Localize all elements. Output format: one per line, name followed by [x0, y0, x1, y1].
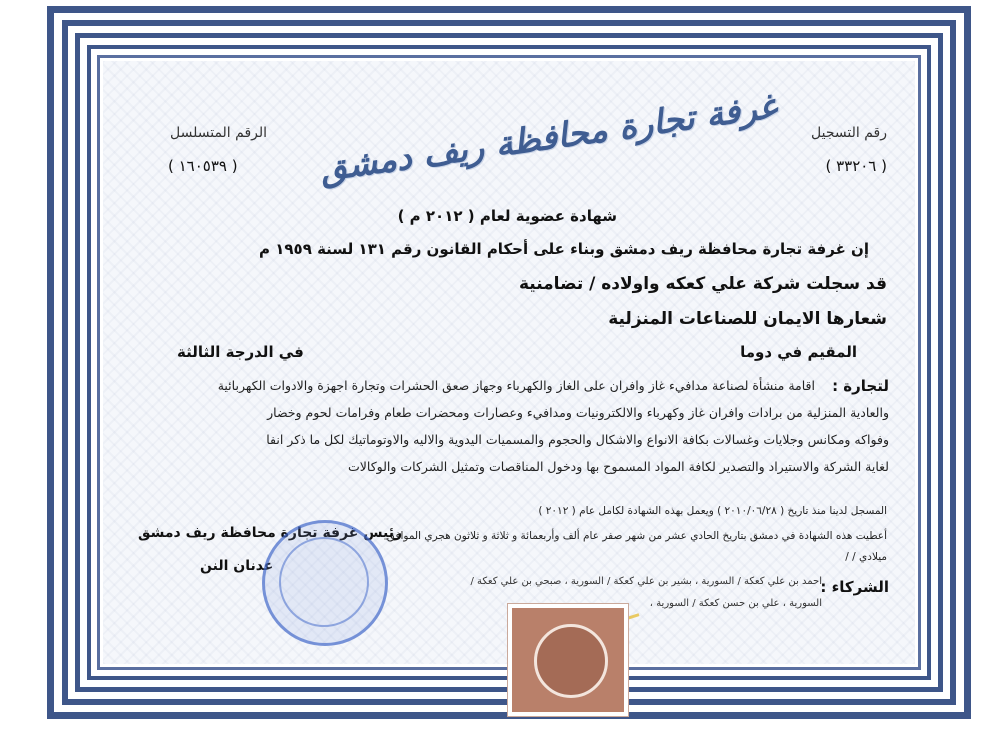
intro-line: إن غرفة تجارة محافظة ريف دمشق وبناء على أحكام القانون رقم ١٣١ لسنة ١٩٥٩ م — [259, 240, 869, 258]
signatory-name: عدنان النن — [200, 558, 274, 574]
membership-year: شهادة عضوية لعام ( ٢٠١٢ م ) — [397, 207, 617, 225]
official-seal-icon — [262, 520, 388, 646]
issue-line: أعطيت هذه الشهادة في دمشق بتاريخ الحادي عشر من شهر صفر عام ألف وأربعمائة و ثلاثة و ثلاثون هجري الموافق — [386, 530, 887, 542]
revenue-stamp-icon — [512, 608, 624, 712]
serial-number: ( ١٦٠٥٣٩ ) — [168, 157, 238, 175]
trade-line: لغاية الشركة والاستيراد والتصدير لكافة المواد المسموح بها ودخول المناقصات وتمثيل الشركات والوكالات — [347, 459, 889, 474]
registration-label: رقم التسجيل — [811, 125, 887, 141]
trade-label: لتجارة : — [832, 377, 889, 395]
partners-label: الشركاء : — [820, 578, 889, 596]
partners-list: احمد بن علي كعكة / السورية ، بشير بن علي كعكة / السورية ، صبحي بن علي كعكة / — [470, 576, 822, 587]
partners-list: السورية ، علي بن حسن كعكة / السورية ، — [649, 598, 822, 609]
residence: المقيم في دوما — [740, 343, 857, 361]
trade-line: وفواكه ومكانس وجلايات وغسالات بكافة الانواع والاشكال والحجوم والمسميات اليدوية والاليه والاوتوماتيك لكل ما ذكر انفا — [266, 432, 889, 447]
registration-number: ( ٣٣٢٠٦ ) — [825, 157, 887, 175]
company-slogan: شعارها الايمان للصناعات المنزلية — [608, 309, 887, 329]
registry-line: المسجل لدينا منذ تاريخ ( ٢٠١٠/٠٦/٢٨ ) ويعمل بهذه الشهادة لكامل عام ( ٢٠١٢ ) — [538, 505, 887, 517]
registered-company: قد سجلت شركة علي كعكه واولاده / تضامنية — [518, 274, 887, 294]
serial-label: الرقم المتسلسل — [170, 125, 268, 141]
trade-line: اقامة منشأة لصناعة مدافيء غاز وافران على الغاز والكهرباء وجهاز صعق الحشرات وتجارة اجهزة والادوات الكهربائية — [217, 378, 815, 393]
signatory-title: رئيس غرفة تجارة محافظة ريف دمشق — [138, 525, 403, 541]
chamber-emblem-title: غرفة تجارة محافظة ريف دمشق — [317, 86, 779, 190]
trade-line: والعادية المنزلية من برادات وافران غاز وكهرباء والالكترونيات ومدافيء وعصارات ومحضرات طعام وفرامات لحوم وخضار — [267, 405, 889, 420]
grade: في الدرجة الثالثة — [177, 343, 304, 361]
gregorian-date: ميلادي / / — [845, 551, 887, 563]
